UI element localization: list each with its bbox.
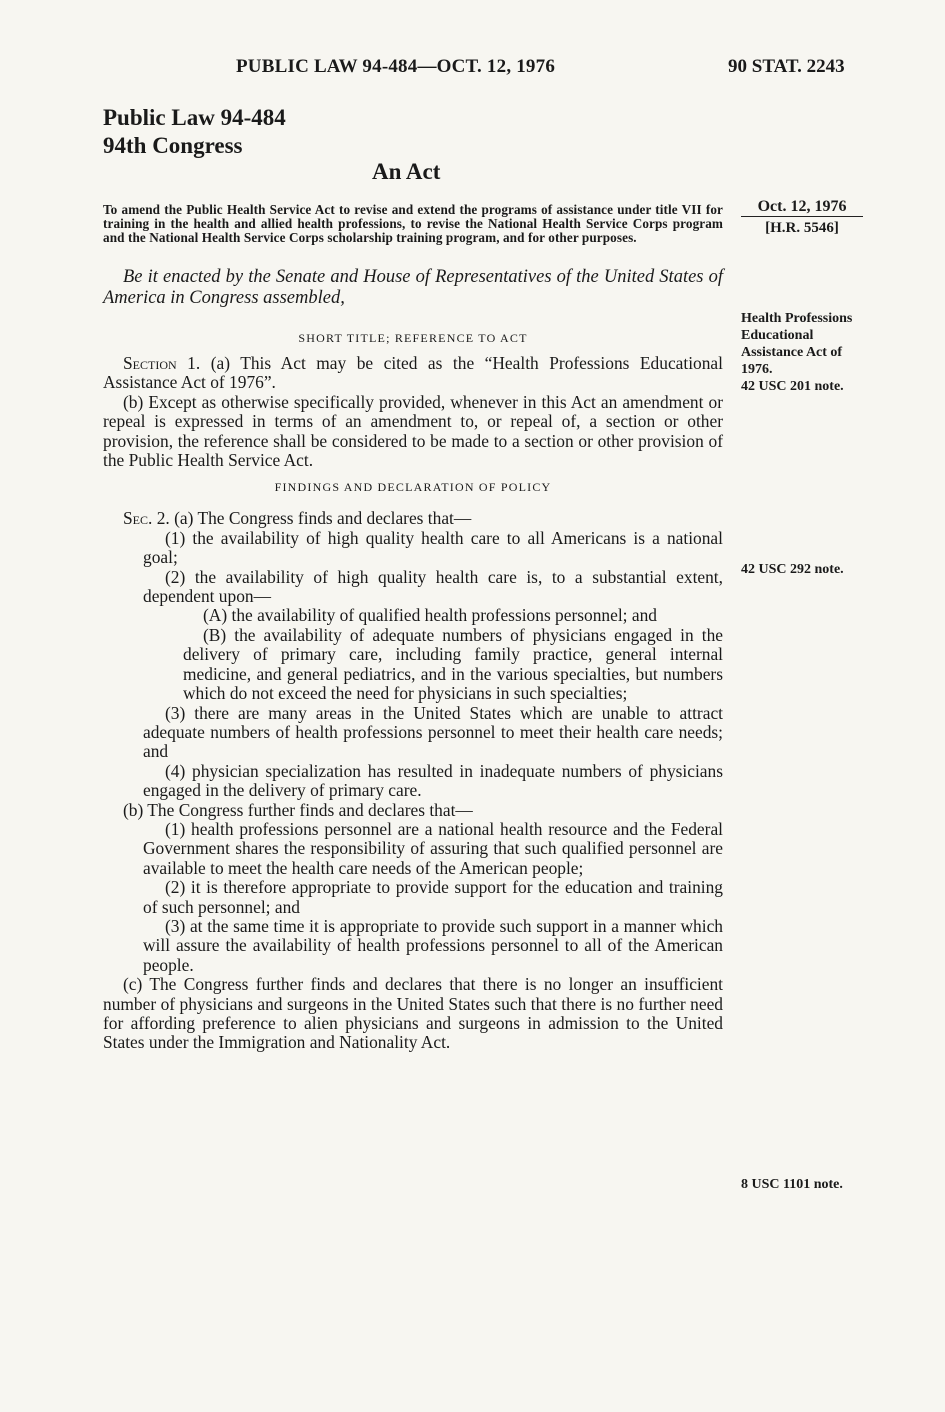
main-text: [103, 203, 723, 1053]
enactment-date: Oct. 12, 1976: [741, 198, 863, 217]
enacting-clause: Be it enacted by the Senate and House of Representatives of the United States of America in Congress assembled,: [103, 267, 723, 308]
public-law-number: Public Law 94-484: [103, 105, 286, 130]
section2-intro-a: [103, 509, 723, 528]
section2-a3: (3) there are many areas in the United States which are unable to attract adequate numbers of health professions personnel to meet their health care needs; and: [143, 702, 723, 762]
section2-b2: (2) it is therefore appropriate to provide support for the education and training of such personnel; and: [143, 877, 723, 917]
section1-b: (b) Except as otherwise specifically provided, whenever in this Act an amendment or repeal is expressed in terms of an amendment to, or repeal of, a section or other provision, the reference shall be considered to be made to a section or other provision of the Public Health Service Act.: [103, 391, 723, 471]
section2-a2A: (A) the availability of qualified health professions personnel; and: [203, 605, 657, 626]
short-title-cite: 42 USC 201 note.: [741, 379, 844, 394]
section1-label: Section 1.: [123, 353, 201, 373]
findings-cite: 42 USC 292 note.: [741, 562, 844, 577]
stat-citation: 90 STAT. 2243: [728, 56, 845, 77]
law-title-block: [103, 104, 286, 160]
section1-heading: SHORT TITLE; REFERENCE TO ACT: [298, 331, 528, 345]
congress-number: 94th Congress: [103, 133, 243, 158]
section2-b3: (3) at the same time it is appropriate to provide such support in a manner which will assure the availability of health professions personnel to all of the American people.: [143, 915, 723, 975]
section2-label: Sec. 2.: [123, 508, 170, 529]
running-head: PUBLIC LAW 94-484—OCT. 12, 1976: [236, 56, 556, 77]
section2-intro-b: (b) The Congress further finds and declares that—: [123, 799, 473, 820]
section2-a4: (4) physician specialization has resulted in inadequate numbers of physicians engaged in the delivery of primary care.: [143, 760, 723, 801]
section1-a: [103, 354, 723, 393]
section2-intro-a-text: (a) The Congress finds and declares that—: [174, 508, 472, 529]
immigration-cite: 8 USC 1101 note.: [741, 1177, 843, 1192]
section2-a2B: (B) the availability of adequate numbers of physicians engaged in the delivery of primary care, including family practice, general internal medicine, and general pediatrics, and in the various specialties, but numbers which do not exceed the need for physicians in such specialties;: [183, 624, 723, 704]
enactment-date-box: [741, 198, 863, 237]
bill-number: [H.R. 5546]: [765, 220, 839, 236]
section1-a-text: (a) This Act may be cited as the “Health Professions Educational Assistance Act of 1976”.: [103, 353, 723, 393]
section2-a2: (2) the availability of high quality health care is, to a substantial extent, dependent upon—: [143, 566, 723, 607]
purpose-statement: To amend the Public Health Service Act to revise and extend the programs of assistance under title VII for training in the health and allied health professions, to revise the National Health Service Corps program and the National Health Service Corps scholarship training program, and for other purposes.: [103, 202, 723, 245]
section2-heading: FINDINGS AND DECLARATION OF POLICY: [274, 480, 552, 495]
section2-b1: (1) health professions personnel are a national health resource and the Federal Government shares the responsibility of assuring that such qualified personnel are available to meet the health care needs of the American people;: [143, 818, 723, 878]
act-heading: An Act: [372, 159, 441, 184]
short-title-note: Health Professions Educational Assistance Act of 1976.: [741, 311, 853, 377]
section2-a1: (1) the availability of high quality health care to all Americans is a national goal;: [143, 527, 723, 568]
section2-c: (c) The Congress further finds and declares that there is no longer an insufficient number of physicians and surgeons in the United States such that there is no further need for affording preference to alien physicians and surgeons in admission to the United States under the Immigration and Nationality Act.: [103, 974, 723, 1053]
margin-note-short-title: [741, 310, 865, 395]
